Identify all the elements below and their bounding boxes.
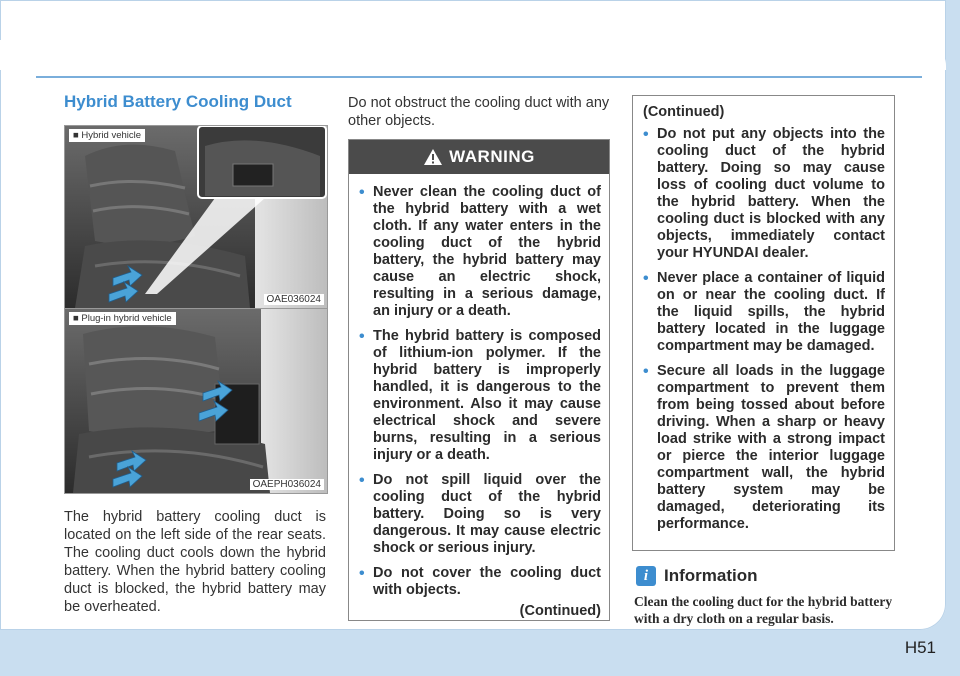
warning-header (349, 140, 609, 174)
warning-title: WARNING (449, 147, 535, 166)
bullet-icon: • (359, 472, 365, 489)
continued-label: (Continued) (519, 603, 601, 619)
continued-warning-box (632, 95, 895, 551)
information-title: Information (664, 566, 758, 585)
figure-label: ■ Hybrid vehicle (69, 129, 145, 142)
continued-list (643, 126, 885, 533)
list-item: • Do not spill liquid over the cooling duct of the hybrid battery. Doing so is very dangerous. It may cause electric shock or serious injury. (359, 472, 601, 556)
figure-code: OAEPH036024 (250, 479, 324, 490)
page-top-edge (0, 40, 946, 70)
list-item: • Do not put any objects into the cooling duct of the hybrid battery. Doing so may cause loss of cooling duct volume to the hybrid battery. When the cooling duct is blocked with any objects, immediately contact your HYUNDAI dealer. (643, 126, 885, 261)
bullet-icon: • (359, 565, 365, 582)
figure-label: ■ Plug-in hybrid vehicle (69, 312, 176, 325)
continued-heading: (Continued) (643, 104, 725, 120)
warning-list (359, 184, 601, 599)
seat-illustration (65, 126, 327, 308)
figure-plug-in-hybrid-vehicle (64, 308, 328, 494)
left-paragraph: The hybrid battery cooling duct is located on the left side of the rear seats. The cooling duct cools down the hybrid battery. When the hybrid battery cooling duct is blocked, the hybrid battery may be overheated. (64, 509, 326, 615)
figure-code: OAE036024 (264, 294, 325, 305)
list-item: • Never clean the cooling duct of the hybrid battery with a wet cloth. If any water enters in the cooling duct of the hybrid battery, the hybrid battery may cause an electric shock, resulting in a serious damage, an injury or a death. (359, 184, 601, 319)
list-item: • Secure all loads in the luggage compartment to prevent them from being tossed about before driving. When a sharp or heavy load strike with a strong impact or pierce the interior luggage compartment wall, the hybrid battery system may be damaged, deteriorating its performance. (643, 363, 885, 532)
warning-content (349, 174, 609, 619)
list-item: • The hybrid battery is composed of lithium-ion polymer. If the hybrid battery is improperly handled, it is dangerous to the environment. Also it may cause electrical shock and severe burns, resulting in a serious injury or a death. (359, 328, 601, 463)
bullet-icon: • (643, 126, 649, 143)
bullet-icon: • (643, 270, 649, 287)
warning-triangle-icon (423, 148, 443, 166)
information-heading (636, 566, 758, 586)
figure-hybrid-vehicle (64, 125, 328, 309)
bullet-icon: • (359, 184, 365, 201)
warning-box (348, 139, 610, 621)
bullet-icon: • (359, 328, 365, 345)
information-text: Clean the cooling duct for the hybrid battery with a dry cloth on a regular basis. (634, 594, 893, 626)
info-icon: i (636, 566, 656, 586)
seat-illustration (65, 309, 327, 493)
list-item: • Do not cover the cooling duct with objects. (359, 565, 601, 598)
list-item: • Never place a container of liquid on or near the cooling duct. If the liquid spills, the hybrid battery located in the luggage compartment may be damaged. (643, 270, 885, 354)
header-rule (36, 76, 922, 78)
page-number: H51 (904, 638, 936, 657)
section-title: Hybrid Battery Cooling Duct (64, 92, 292, 111)
middle-paragraph: Do not obstruct the cooling duct with any other objects. (348, 95, 610, 129)
bullet-icon: • (643, 363, 649, 380)
